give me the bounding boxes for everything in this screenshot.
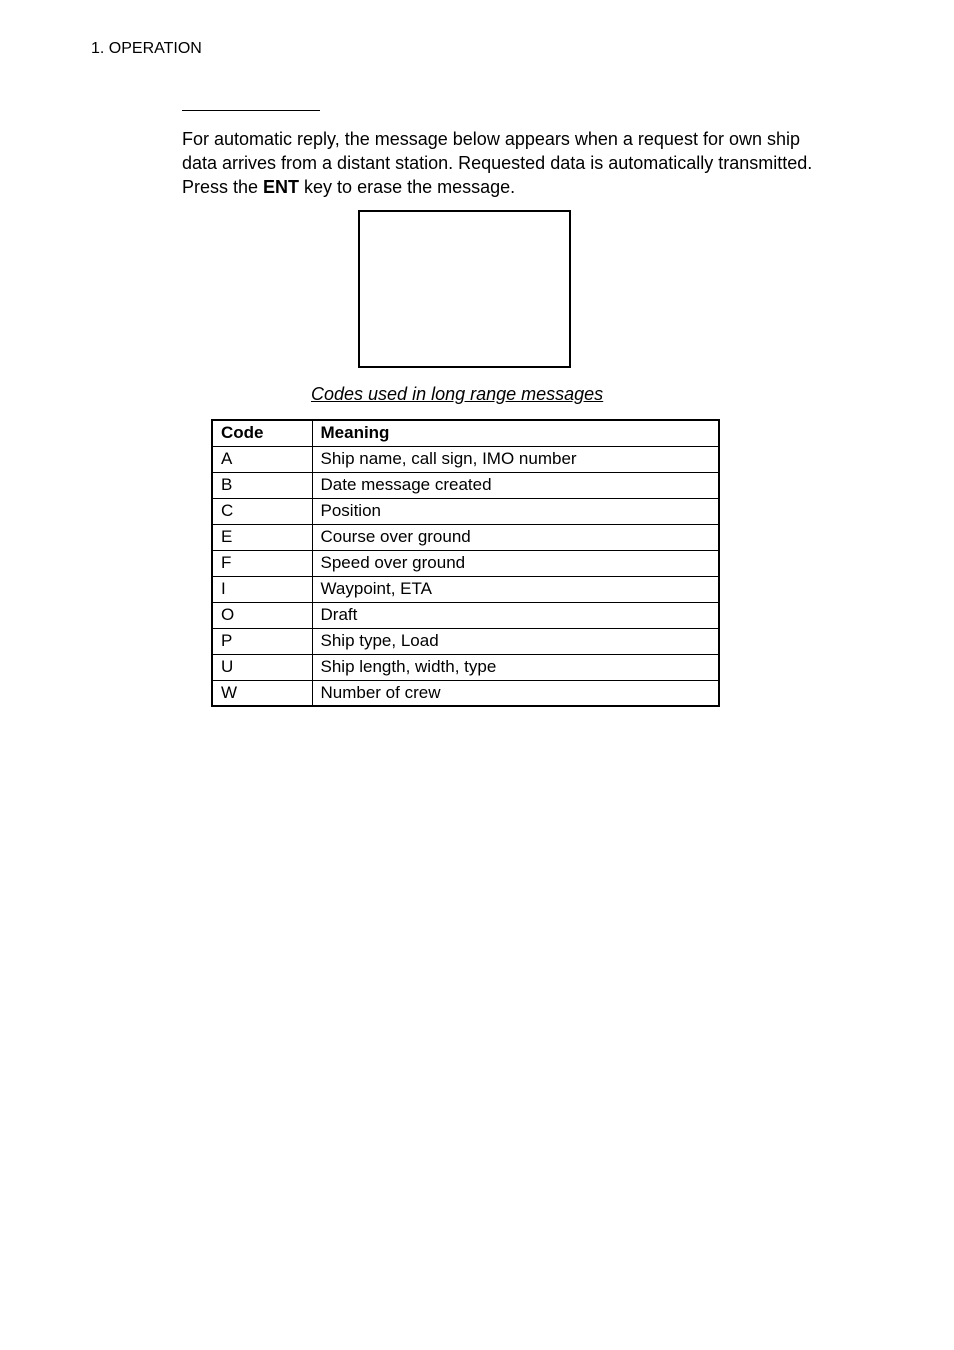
meaning-cell: Ship type, Load xyxy=(312,628,719,654)
meaning-cell: Speed over ground xyxy=(312,550,719,576)
meaning-column-header: Meaning xyxy=(312,420,719,446)
code-cell: U xyxy=(212,654,312,680)
meaning-cell: Draft xyxy=(312,602,719,628)
table-row xyxy=(212,524,719,550)
code-cell: F xyxy=(212,550,312,576)
code-cell: E xyxy=(212,524,312,550)
table-row xyxy=(212,446,719,472)
code-cell: O xyxy=(212,602,312,628)
paragraph-line-3-end: key to erase the message. xyxy=(299,177,516,197)
running-header: 1. OPERATION xyxy=(91,40,202,57)
section-heading-rule xyxy=(182,110,320,111)
meaning-cell: Course over ground xyxy=(312,524,719,550)
paragraph-line-2: data arrives from a distant station. Requested data is automatically transmitted. xyxy=(182,153,813,173)
paragraph-line-3-start: Press the xyxy=(182,177,264,197)
meaning-cell: Date message created xyxy=(312,472,719,498)
paragraph-line-3 xyxy=(182,175,862,199)
code-cell: W xyxy=(212,680,312,706)
code-cell: A xyxy=(212,446,312,472)
ent-key-label: ENT xyxy=(263,177,300,197)
meaning-cell: Ship name, call sign, IMO number xyxy=(312,446,719,472)
message-display-box xyxy=(358,210,571,368)
table-row xyxy=(212,680,719,706)
table-row xyxy=(212,472,719,498)
meaning-cell: Waypoint, ETA xyxy=(312,576,719,602)
code-column-header: Code xyxy=(212,420,312,446)
code-cell: P xyxy=(212,628,312,654)
table-row xyxy=(212,576,719,602)
table-row xyxy=(212,498,719,524)
code-cell: I xyxy=(212,576,312,602)
table-row xyxy=(212,602,719,628)
code-cell: B xyxy=(212,472,312,498)
meaning-cell: Number of crew xyxy=(312,680,719,706)
table-caption: Codes used in long range messages xyxy=(311,384,604,404)
table-row xyxy=(212,654,719,680)
table-header-row xyxy=(212,420,719,446)
auto-reply-paragraph xyxy=(182,127,862,199)
codes-table xyxy=(211,419,720,707)
table-row xyxy=(212,550,719,576)
paragraph-line-1: For automatic reply, the message below appears when a request for own ship xyxy=(182,129,800,149)
code-cell: C xyxy=(212,498,312,524)
meaning-cell: Ship length, width, type xyxy=(312,654,719,680)
meaning-cell: Position xyxy=(312,498,719,524)
table-row xyxy=(212,628,719,654)
